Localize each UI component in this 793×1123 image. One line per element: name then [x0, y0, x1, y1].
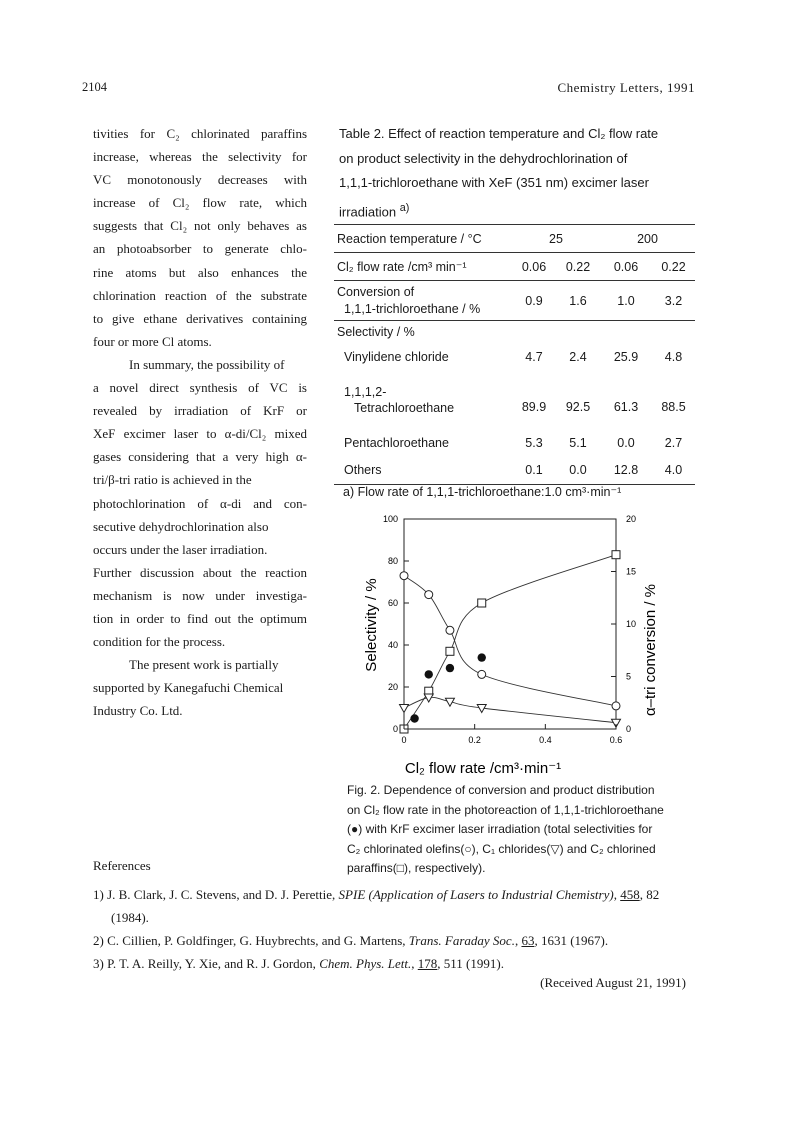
fit-curve: [404, 697, 616, 722]
table-cell: 0.0: [556, 457, 600, 485]
text-line: rine atoms but also enhances the: [93, 264, 307, 280]
table-cell: 92.5: [565, 399, 591, 414]
caption-footnote-mark: a): [399, 201, 410, 214]
table-cell: 5.3: [525, 435, 543, 450]
figure-caption: [347, 781, 717, 879]
ref-authors: 3) P. T. A. Reilly, Y. Xie, and R. J. Gordon,: [93, 956, 320, 971]
text-line: mechanism is now under investiga-: [93, 587, 307, 603]
flow-rate-label: Cl₂ flow rate /cm³ min⁻¹: [334, 253, 512, 281]
data-markers: [400, 551, 621, 733]
table-row: [334, 457, 695, 485]
table-caption: [339, 122, 709, 224]
x-tick-label: 0.6: [609, 735, 623, 745]
open-square-point: [478, 599, 486, 607]
ref-sep: ,: [411, 956, 418, 971]
x-tick-label: 0.4: [539, 735, 552, 745]
ref-authors: 2) C. Cillien, P. Goldfinger, G. Huybrechts, and G. Martens,: [93, 933, 409, 948]
table-cell: 4.8: [664, 349, 683, 364]
selectivity-conversion-chart: [340, 505, 670, 785]
text-line: gases considering that a very high α-: [93, 449, 307, 465]
y-tick-label: 40: [387, 640, 398, 650]
x-axis-label: Cl₂ flow rate /cm³·min⁻¹: [404, 760, 562, 777]
table-cell: 0.9: [512, 281, 556, 321]
ref-pages: , 82: [639, 887, 660, 902]
open-square-point: [612, 551, 620, 559]
paragraph-2: [93, 353, 307, 653]
temperature-label: Reaction temperature / °C: [334, 225, 512, 253]
ref-journal: Chem. Phys. Lett.: [319, 956, 412, 971]
table-cell: 61.3: [613, 399, 639, 414]
table-cell: 1.0: [600, 281, 652, 321]
table-row: [334, 343, 695, 371]
row-label: Pentachloroethane: [344, 435, 449, 450]
y2-tick-label: 10: [626, 619, 637, 629]
text-line: occurs under the laser irradiation.: [93, 541, 268, 557]
reference-item: [93, 952, 713, 975]
filled-circle-point: [425, 670, 433, 678]
text-line: photochlorination of α-di and con-: [93, 495, 307, 511]
conversion-label-line: 1,1,1-trichloroethane / %: [344, 301, 481, 316]
conversion-label: [334, 281, 512, 321]
table-row: [334, 371, 695, 429]
table-cell: 5.1: [569, 435, 587, 450]
open-circle-point: [446, 626, 454, 634]
caption-line: 1,1,1-trichloroethane with XeF (351 nm) excimer laser: [339, 175, 649, 190]
ref-authors: 1) J. B. Clark, J. C. Stevens, and D. J. Perettie,: [93, 887, 339, 902]
text-line: supported by Kanegafuchi Chemical: [93, 680, 284, 696]
row-label: [334, 371, 512, 429]
y2-tick-label: 15: [626, 566, 637, 577]
text-line: tri/β-tri ratio is achieved in the: [93, 472, 252, 488]
caption-line: (●) with KrF excimer laser irradiation (total selectivities for: [347, 822, 653, 837]
table-row: [334, 225, 695, 253]
open-circle-point: [425, 591, 433, 599]
filled-circle-point: [410, 714, 418, 722]
table-cell: 12.8: [600, 457, 652, 485]
row-label: Vinylidene chloride: [344, 349, 449, 364]
caption-line: paraffins(□), respectively).: [347, 861, 486, 876]
received-date: (Received August 21, 1991): [540, 975, 686, 990]
table-cell: 2.7: [664, 435, 683, 450]
table-cell: 0.0: [617, 435, 635, 450]
row-label: Others: [334, 457, 512, 485]
caption-line: C₂ chlorinated olefins(○), C₁ chlorides(▽) and C₂ chlorined: [347, 841, 656, 856]
open-square-point: [446, 647, 454, 655]
text-line: a novel direct synthesis of VC is: [93, 380, 307, 396]
conversion-label-line: Conversion of: [337, 284, 415, 299]
text-line: tion in order to find out the optimum: [93, 610, 307, 626]
table-row: [334, 253, 695, 281]
page-number: 2104: [82, 80, 107, 94]
text-line: chlorination reaction of the substrate: [93, 287, 307, 303]
table-cell: 0.06: [512, 253, 556, 281]
caption-line: on Cl₂ flow rate in the photoreaction of 1,1,1-trichloroethane: [347, 802, 664, 817]
paragraph-3: [93, 653, 307, 722]
row-label-line: Tetrachloroethane: [354, 400, 455, 415]
table-cell: 2.4: [569, 349, 587, 364]
fit-curves: [404, 555, 616, 729]
text-line: revealed by irradiation of KrF or: [93, 403, 307, 419]
open-circle-point: [400, 572, 408, 580]
text-line: secutive dehydrochlorination also: [93, 518, 269, 534]
text-line: to give ethane derivatives containing: [93, 310, 307, 326]
x-tick-label: 0.2: [468, 735, 481, 745]
ref-sep: ,: [514, 933, 522, 948]
y-tick-label: 100: [382, 514, 398, 524]
text-line: an photoabsorber to generate chlo-: [93, 241, 307, 257]
text-line: In summary, the possibility of: [129, 356, 285, 372]
text-line: increase of Cl₂ flow rate, which: [93, 195, 307, 211]
open-circle-point: [612, 702, 620, 710]
table-cell: 4.0: [652, 457, 695, 485]
text-line: VC monotonously decreases with: [93, 172, 307, 188]
references-heading: References: [93, 858, 151, 873]
ref-pages: , 511 (1991).: [437, 956, 504, 971]
journal-header: Chemistry Letters, 1991: [557, 80, 695, 95]
table-cell: 1.6: [556, 281, 600, 321]
temperature-value: 25: [512, 225, 600, 253]
filled-circle-point: [446, 664, 454, 672]
caption-line: Table 2. Effect of reaction temperature and Cl₂ flow rate: [339, 126, 659, 141]
y2-axis-label: α–tri conversion / %: [642, 583, 659, 717]
text-line: XeF excimer laser to α-di/Cl₂ mixed: [93, 426, 307, 442]
text-line: The present work is partially: [129, 657, 279, 673]
reference-item: [93, 929, 713, 952]
fit-curve: [404, 555, 616, 729]
text-line: Industry Co. Ltd.: [93, 703, 183, 719]
text-line: tivities for C₂ chlorinated paraffins: [93, 126, 307, 141]
table-cell: 0.1: [512, 457, 556, 485]
caption-line-text: irradiation: [339, 203, 397, 219]
ref-pages: , 1631 (1967).: [534, 933, 609, 948]
table-cell: 88.5: [661, 399, 686, 414]
left-column-text: [93, 122, 307, 722]
text-line: four or more Cl atoms.: [93, 333, 212, 349]
ref-volume: 458: [620, 887, 640, 902]
filled-circle-point: [478, 653, 486, 661]
text-line: suggests that Cl₂ not only behaves as: [93, 218, 307, 234]
ref-journal: SPIE (Application of Lasers to Industrial Chemistry): [338, 887, 614, 902]
table-row: [334, 429, 695, 457]
open-circle-point: [478, 670, 486, 678]
y-tick-label: 60: [387, 598, 398, 608]
text-line: Further discussion about the reaction: [93, 564, 307, 580]
text-line: condition for the process.: [93, 634, 226, 650]
y2-tick-label: 0: [626, 724, 632, 734]
table-cell: 25.9: [613, 349, 639, 364]
y2-tick-label: 20: [626, 514, 637, 524]
results-table: [334, 224, 695, 485]
table-cell: 4.7: [525, 349, 543, 364]
y-tick-label: 80: [387, 556, 398, 566]
caption-line: on product selectivity in the dehydrochlorination of: [339, 150, 628, 166]
y-axis-label: Selectivity / %: [363, 578, 380, 672]
y-tick-label: 0: [392, 724, 398, 734]
table-row: [334, 281, 695, 321]
ref-sep: ,: [613, 887, 621, 902]
y2-tick-label: 5: [626, 671, 632, 682]
table-cell: 3.2: [652, 281, 695, 321]
y-tick-label: 20: [387, 682, 398, 692]
ref-volume: 63: [521, 933, 535, 948]
references-list: [93, 883, 713, 975]
table-row: [334, 321, 695, 343]
table-cell: 0.22: [652, 253, 695, 281]
text-line: increase, whereas the selectivity for: [93, 149, 307, 165]
caption-line: Fig. 2. Dependence of conversion and product distribution: [347, 783, 655, 797]
table-footnote: a) Flow rate of 1,1,1-trichloroethane:1.0 cm³·min⁻¹: [343, 485, 622, 499]
reference-continuation: (1984).: [111, 910, 149, 925]
ref-volume: 178: [417, 956, 438, 971]
ref-journal: Trans. Faraday Soc.: [408, 933, 515, 948]
fit-curve: [404, 576, 616, 706]
reference-item: [93, 883, 713, 906]
temperature-value: 200: [600, 225, 695, 253]
paragraph-1: [93, 122, 307, 353]
table-cell: 89.9: [521, 399, 547, 414]
row-label-line: 1,1,1,2-: [344, 384, 387, 399]
axis-ticks: [383, 514, 636, 745]
x-tick-label: 0: [401, 735, 407, 745]
table-cell: 0.06: [600, 253, 652, 281]
table-cell: 0.22: [556, 253, 600, 281]
selectivity-label: Selectivity / %: [337, 324, 415, 339]
open-triangle-point: [400, 705, 409, 713]
caption-line: [339, 196, 709, 225]
